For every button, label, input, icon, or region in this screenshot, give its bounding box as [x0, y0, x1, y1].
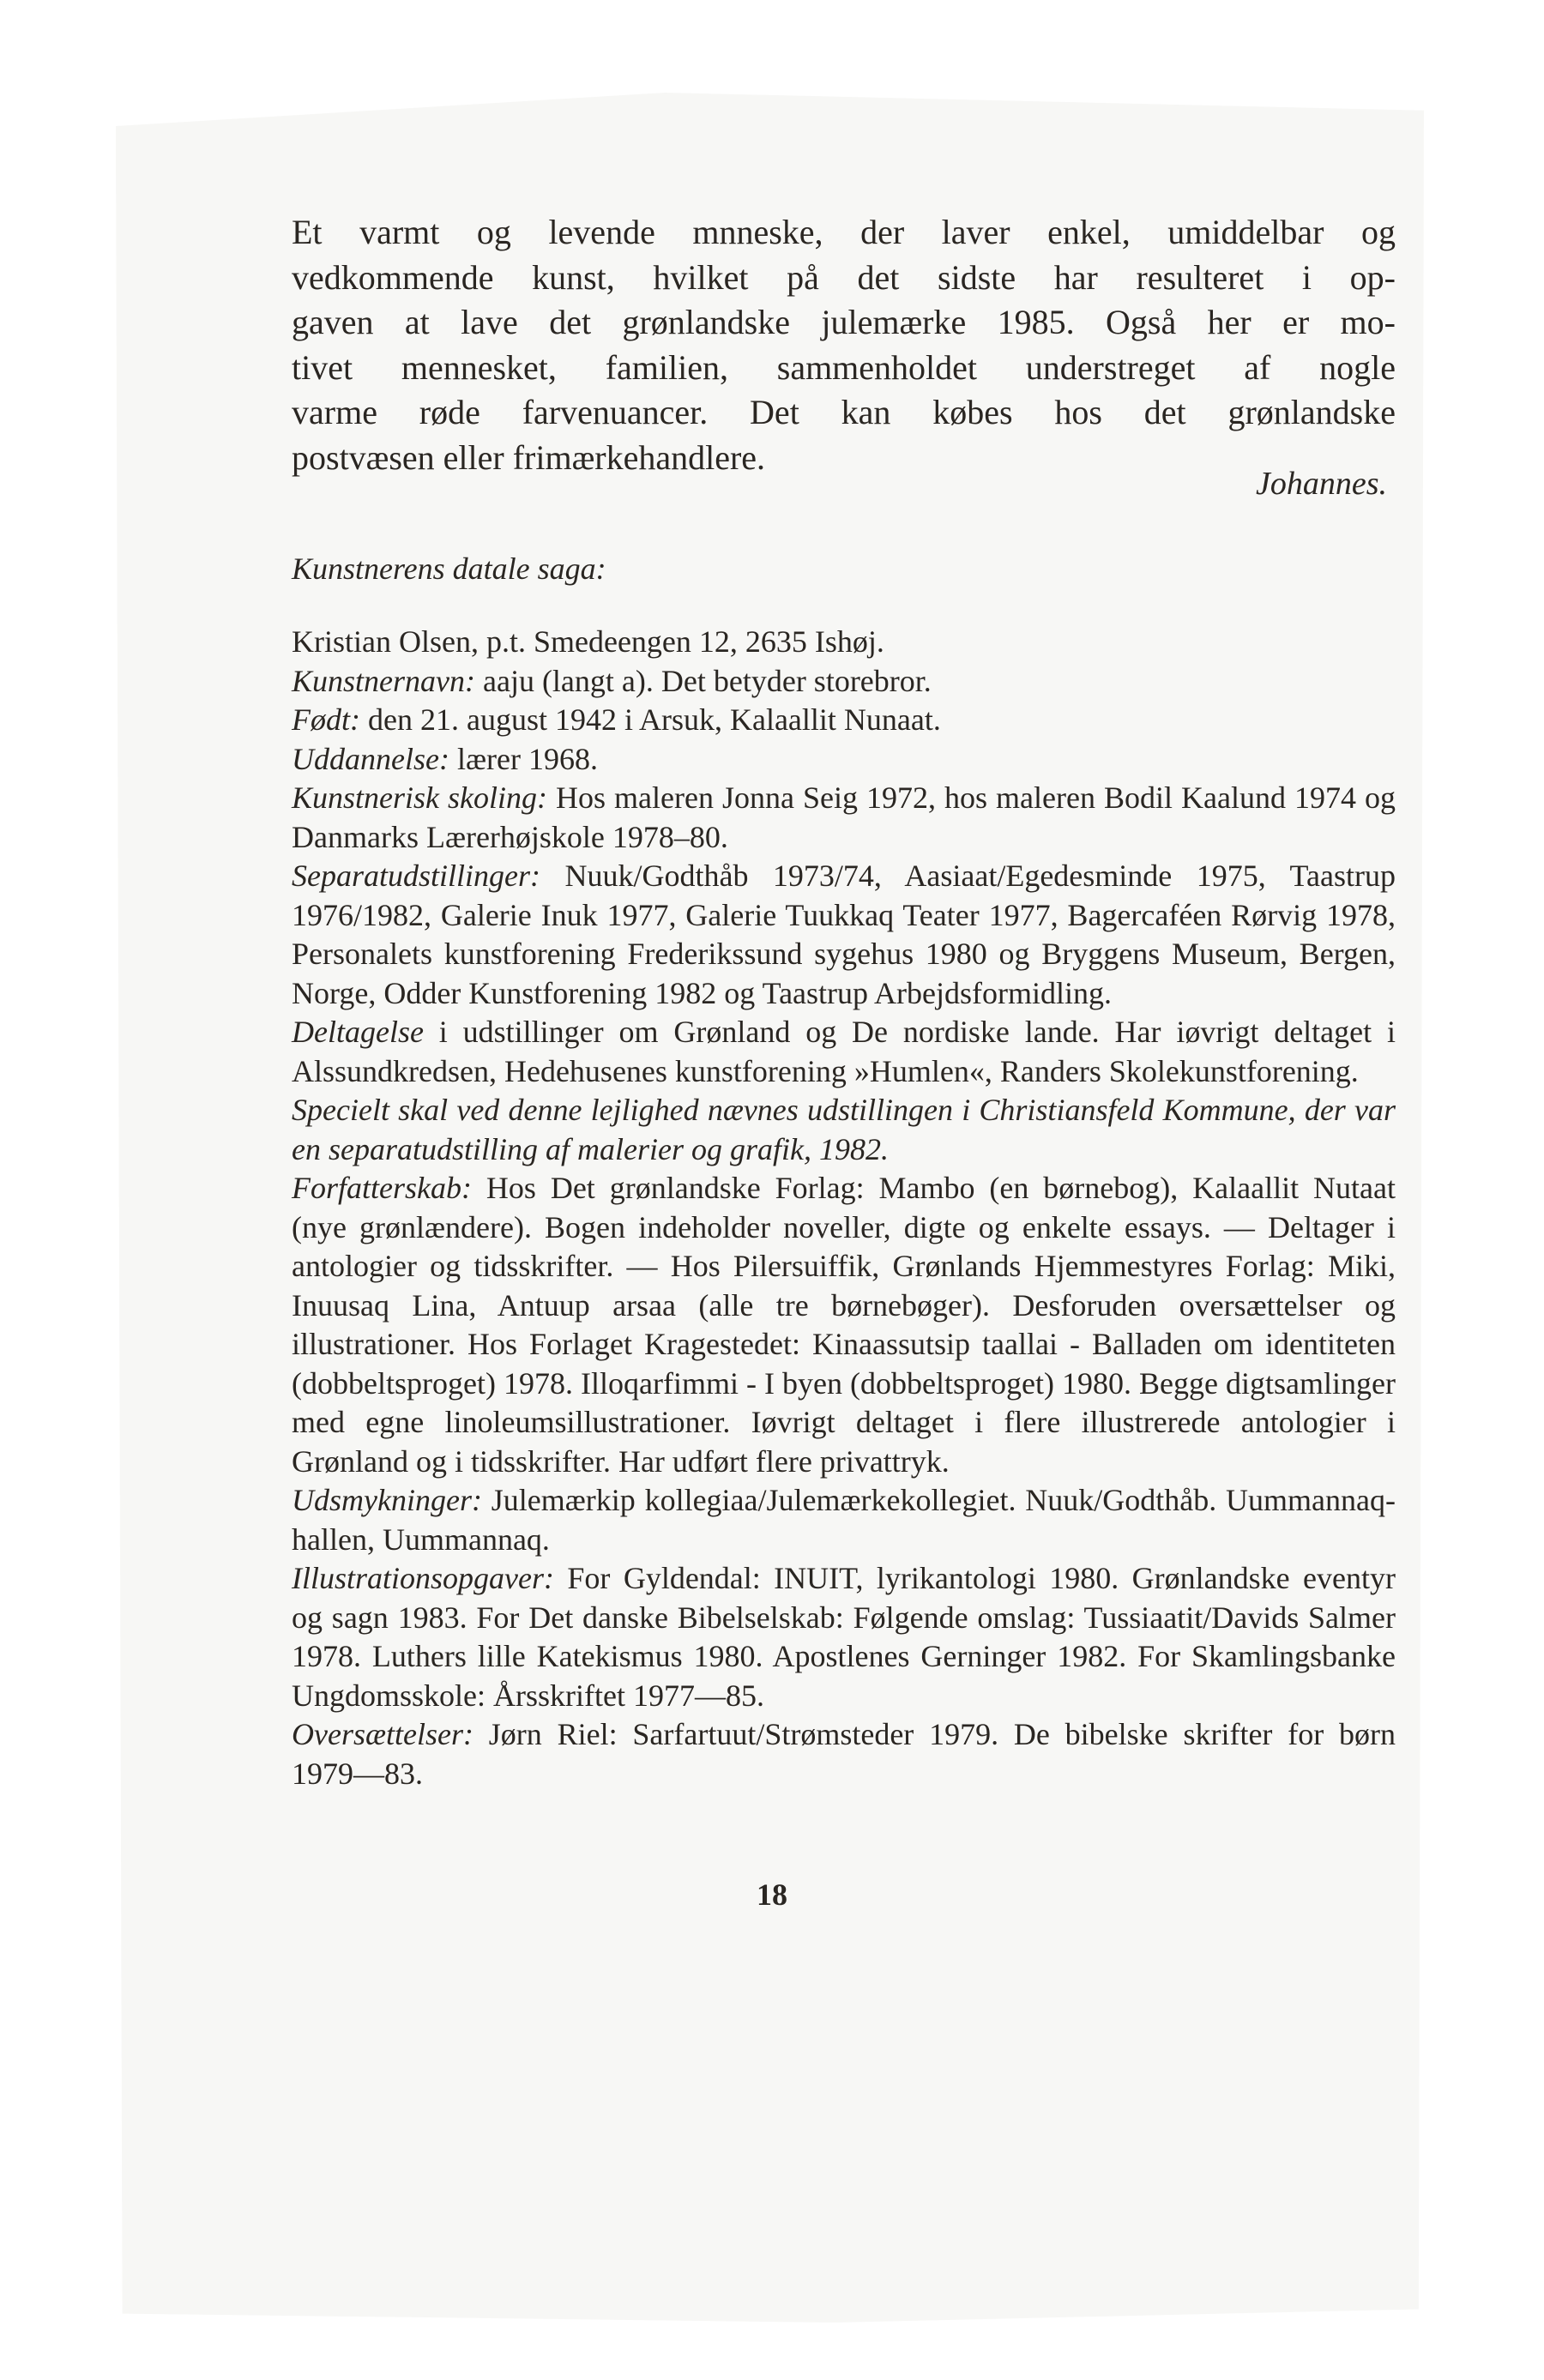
intro-line: Et varmt og levende mnneske, der laver enkel, umiddelbar og — [292, 213, 1396, 251]
section-heading: Kunstnerens datale saga: — [292, 551, 606, 586]
bio-text: i udstillinger om Grønland og De nordiske lande. Har iøvrigt deltaget i Alssundkredsen, Hedehusenes kunstforening »Humlen«, Randers Skolekunstforening. — [292, 1015, 1396, 1088]
author-signature: Johannes. — [1255, 466, 1387, 502]
bio-text: Jørn Riel: Sarfartuut/Strømsteder 1979. De bibelske skrifter for børn 1979—83. — [292, 1717, 1396, 1791]
bio-decorations — [292, 1481, 1396, 1559]
bio-text: aaju (langt a). Det betyder storebror. — [474, 663, 932, 698]
bio-special-note: Specielt skal ved denne lejlighed nævnes udstillingen i Christiansfeld Kommune, der var en separatudstilling af malerier og grafik, 1982. — [292, 1093, 1396, 1166]
bio-text: Hos maleren Jonna Seig 1972, hos maleren Bodil Kaalund 1974 og Danmarks Lærerhøjskole 1978–80. — [292, 780, 1396, 854]
bio-education — [292, 740, 1396, 780]
page-content — [292, 210, 1396, 1793]
artist-biography — [292, 623, 1396, 1793]
bio-label: Kunstnerisk skoling: — [292, 780, 547, 815]
bio-text: Hos Det grønlandske Forlag: Mambo (en børnebog), Kalaallit Nutaat (nye grønlændere). Bogen indeholder noveller, digte og enkelte essays. — Deltager i antologier og tidsskrifter. — Hos Pilersuiffik, Grønlands Hjemmestyres Forlag: Miki, Inuusaq Lina, Antuup arsaa (alle tre børnebøger). Desforuden oversættelser og illustrationer. Hos Forlaget Kragestedet: Kinaassutsip taallai - Balladen om identiteten (dobbeltsproget) 1978. Illoqarfimmi - I byen (dobbeltsproget) 1980. Begge digtsamlinger med egne linoleumsillustrationer. Iøvrigt deltaget i flere illustrerede antologier i Grønland og i tidsskrifter. Har udført flere privattryk. — [292, 1171, 1396, 1479]
bio-text: Nuuk/Godthåb 1973/74, Aasiaat/Egedesminde 1975, Taastrup 1976/1982, Galerie Inuk 1977, Galerie Tuukkaq Teater 1977, Bagercaféen Rørvig 1978, Personalets kunstforening Frederikssund sygehus 1980 og Bryggens Museum, Bergen, Norge, Odder Kunstforening 1982 og Taastrup Arbejdsformidling. — [292, 859, 1396, 1010]
bio-text: den 21. august 1942 i Arsuk, Kalaallit Nunaat. — [359, 702, 941, 737]
bio-label: Udsmykninger: — [292, 1483, 482, 1517]
bio-label: Kunstnernavn: — [292, 663, 475, 698]
bio-label: Forfatterskab: — [292, 1171, 472, 1205]
bio-label: Illustrationsopgaver: — [292, 1561, 554, 1595]
bio-training — [292, 779, 1396, 857]
intro-line: varme røde farvenuancer. Det kan købes hos det grønlandske — [292, 393, 1396, 431]
page-number: 18 — [757, 1877, 787, 1912]
bio-label: Separatudstillinger: — [292, 859, 540, 893]
bio-label: Uddannelse: — [292, 741, 449, 776]
bio-solo-exhibitions — [292, 857, 1396, 1013]
bio-text: Julemærkip kollegiaa/Julemærkekollegiet. Nuuk/Godthåb. Uummannaq-hallen, Uummannaq. — [292, 1483, 1396, 1557]
bio-participation — [292, 1013, 1396, 1091]
intro-line: tivet mennesket, familien, sammenholdet understreget af nogle — [292, 347, 1396, 387]
bio-label: Født: — [292, 702, 360, 737]
intro-line: postvæsen eller frimærkehandlere. — [292, 437, 766, 477]
bio-text: For Gyldendal: INUIT, lyrikantologi 1980. Grønlandske eventyr og sagn 1983. For Det danske Bibelselskab: Følgende omslag: Tussiaatit/Davids Salmer 1978. Luthers lille Katekismus 1980. Apostlenes Gerninger 1982. For Skamlingsbanke Ungdomsskole: Årsskriftet 1977—85. — [292, 1561, 1396, 1713]
bio-authorship — [292, 1169, 1396, 1481]
intro-line: vedkommende kunst, hvilket på det sidste har resulteret i op- — [292, 257, 1396, 297]
bio-illustration — [292, 1559, 1396, 1715]
bio-translations — [292, 1715, 1396, 1793]
bio-artist-name — [292, 662, 1396, 702]
bio-label: Oversættelser: — [292, 1717, 473, 1751]
bio-address: Kristian Olsen, p.t. Smedeengen 12, 2635 Ishøj. — [292, 624, 884, 659]
bio-born — [292, 701, 1396, 740]
intro-paragraph — [292, 210, 1396, 503]
bio-text: lærer 1968. — [449, 741, 598, 776]
intro-line: gaven at lave det grønlandske julemærke 1985. Også her er mo- — [292, 303, 1396, 341]
bio-label: Deltagelse — [292, 1015, 424, 1049]
